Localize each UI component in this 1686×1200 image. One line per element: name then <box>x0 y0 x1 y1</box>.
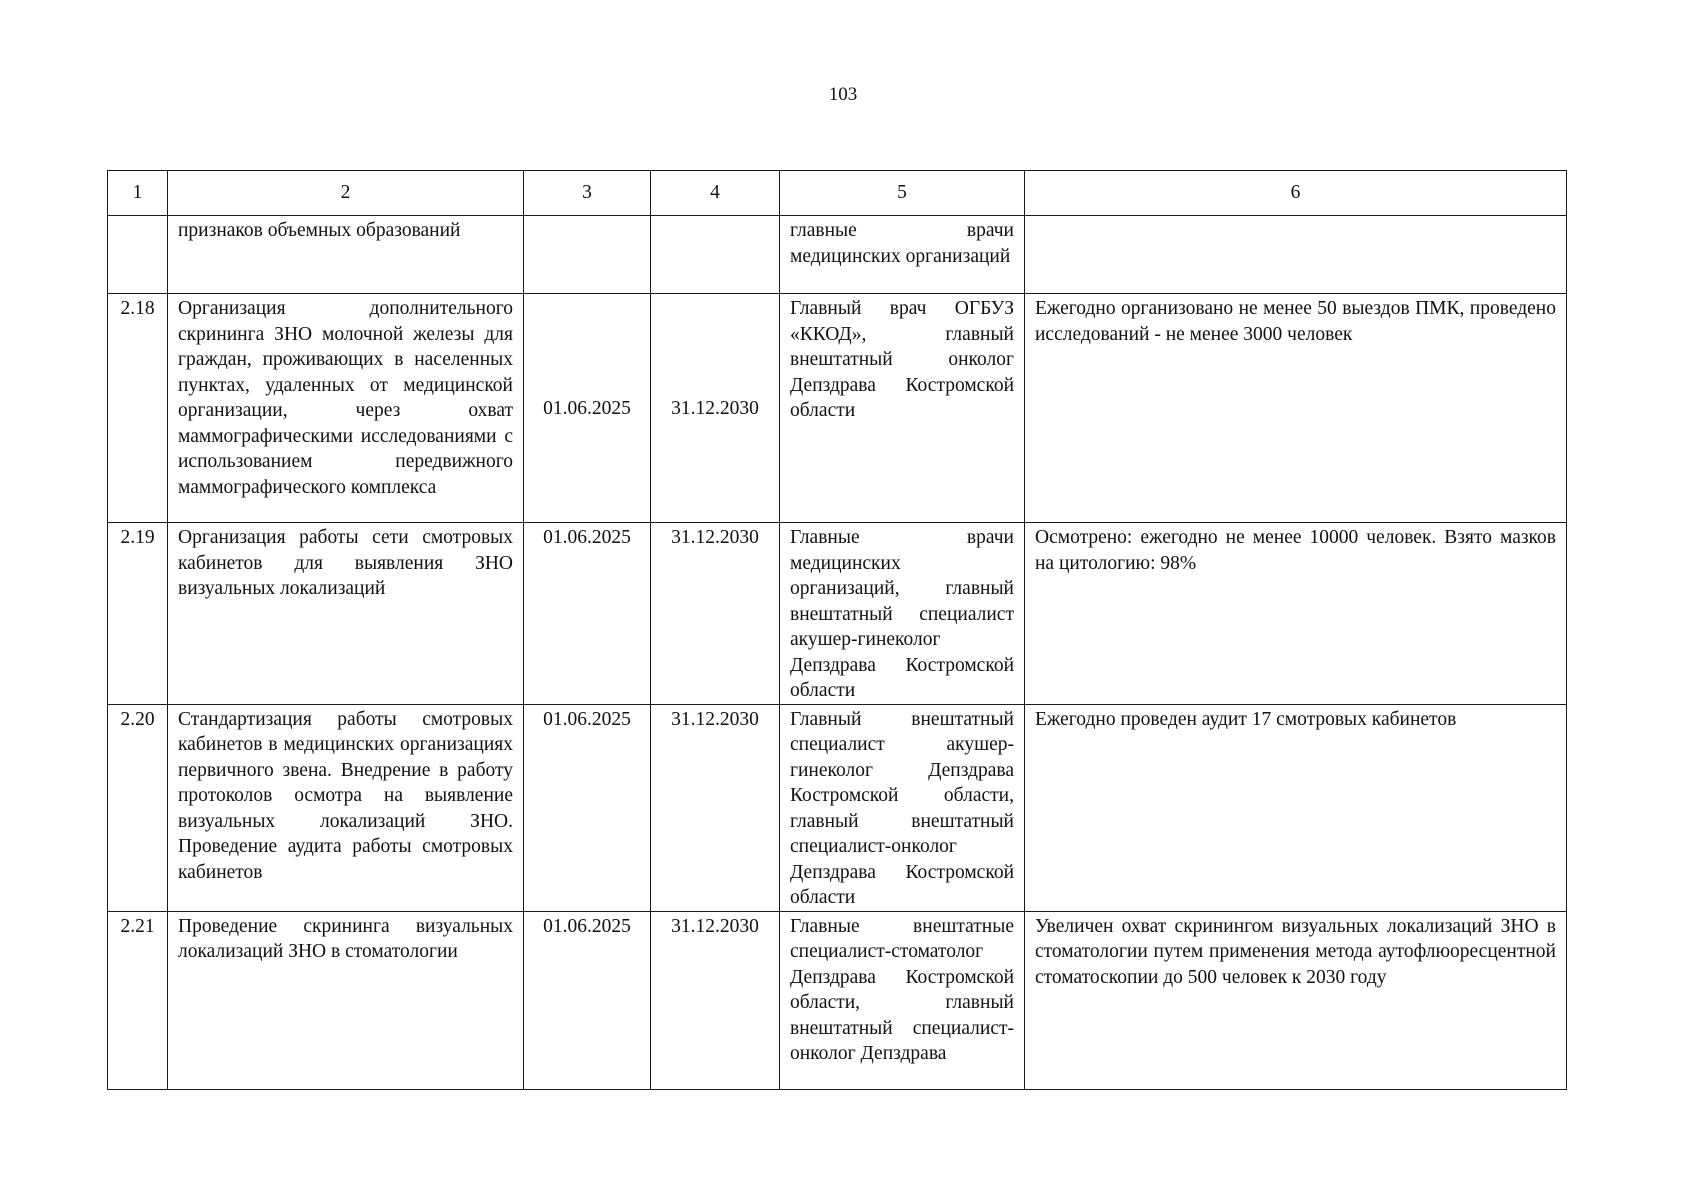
column-header-2: 2 <box>168 171 524 216</box>
table-row <box>108 294 1567 523</box>
table-header <box>108 171 1567 216</box>
start-date-cell: 01.06.2025 <box>524 523 651 705</box>
result-cell: Ежегодно организовано не менее 50 выездов ПМК, проведено исследований - не менее 3000 человек <box>1025 294 1567 523</box>
result-cell: Увеличен охват скринингом визуальных локализаций ЗНО в стоматологии путем применения метода аутофлюоресцентной стоматоскопии до 500 человек к 2030 году <box>1025 911 1567 1089</box>
row-number: 2.21 <box>108 911 168 1089</box>
activity-cell: Стандартизация работы смотровых кабинетов в медицинских организациях первичного звена. Внедрение в работу протоколов осмотра на выявление визуальных локализаций ЗНО. Проведение аудита работы смотровых кабинетов <box>168 704 524 911</box>
result-cell: Осмотрено: ежегодно не менее 10000 человек. Взято мазков на цитологию: 98% <box>1025 523 1567 705</box>
result-cell: Ежегодно проведен аудит 17 смотровых кабинетов <box>1025 704 1567 911</box>
table-row <box>108 704 1567 911</box>
activity-cell: признаков объемных образований <box>168 216 524 294</box>
activity-cell: Организация работы сети смотровых кабинетов для выявления ЗНО визуальных локализаций <box>168 523 524 705</box>
end-date-cell: 31.12.2030 <box>651 294 780 523</box>
start-date-cell <box>524 216 651 294</box>
row-number: 2.19 <box>108 523 168 705</box>
table-row <box>108 216 1567 294</box>
row-number: 2.18 <box>108 294 168 523</box>
start-date-cell: 01.06.2025 <box>524 704 651 911</box>
column-header-3: 3 <box>524 171 651 216</box>
end-date-cell <box>651 216 780 294</box>
responsible-cell: Главный врач ОГБУЗ «ККОД», главный внештатный онколог Депздрава Костромской области <box>780 294 1025 523</box>
table-row <box>108 911 1567 1089</box>
page-number: 103 <box>828 84 858 105</box>
column-header-4: 4 <box>651 171 780 216</box>
responsible-cell: Главные внештатные специалист-стоматолог Депздрава Костромской области, главный внештатный специалист-онколог Депздрава <box>780 911 1025 1089</box>
responsible-cell: главные врачи медицинских организаций <box>780 216 1025 294</box>
end-date-cell: 31.12.2030 <box>651 704 780 911</box>
table-body <box>108 216 1567 1090</box>
result-cell <box>1025 216 1567 294</box>
responsible-cell: Главные врачи медицинских организаций, главный внештатный специалист акушер-гинеколог Депздрава Костромской области <box>780 523 1025 705</box>
responsible-cell: Главный внештатный специалист акушер-гинеколог Депздрава Костромской области, главный внештатный специалист-онколог Депздрава Костромской области <box>780 704 1025 911</box>
activity-cell: Проведение скрининга визуальных локализаций ЗНО в стоматологии <box>168 911 524 1089</box>
column-header-5: 5 <box>780 171 1025 216</box>
column-header-6: 6 <box>1025 171 1567 216</box>
column-header-1: 1 <box>108 171 168 216</box>
row-number <box>108 216 168 294</box>
table-row <box>108 523 1567 705</box>
start-date-cell: 01.06.2025 <box>524 294 651 523</box>
row-number: 2.20 <box>108 704 168 911</box>
end-date-cell: 31.12.2030 <box>651 911 780 1089</box>
start-date-cell: 01.06.2025 <box>524 911 651 1089</box>
activity-cell: Организация дополнительного скрининга ЗНО молочной железы для граждан, проживающих в населенных пунктах, удаленных от медицинской организации, через охват маммографическими исследованиями с использованием передвижного маммографического комплекса <box>168 294 524 523</box>
activity-table <box>107 170 1567 1090</box>
end-date-cell: 31.12.2030 <box>651 523 780 705</box>
header-row <box>108 171 1567 216</box>
